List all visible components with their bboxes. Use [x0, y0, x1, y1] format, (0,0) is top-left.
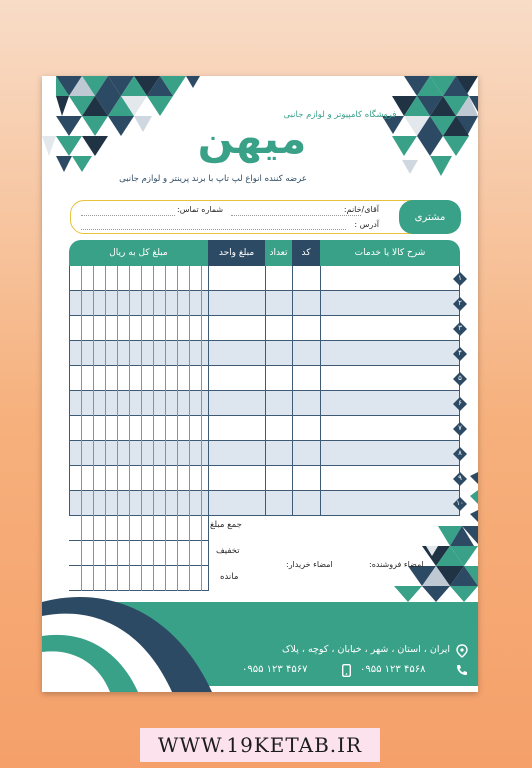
phone-handset-icon — [456, 664, 468, 676]
top-left-triangles — [42, 76, 200, 172]
row-number-marker — [453, 371, 467, 385]
amount-digit-divider — [81, 266, 82, 591]
top-right-triangles — [382, 76, 478, 176]
customer-name-label: آقای/خانم: — [343, 205, 379, 214]
buyer-signature-label: امضاء خریدار: — [286, 560, 333, 569]
address-dotted-line — [81, 229, 346, 230]
column-header-total: مبلغ کل به ریال — [69, 240, 208, 266]
row-number: ۹ — [458, 474, 462, 482]
customer-label-pill: مشتری — [399, 200, 461, 234]
column-header-description: شرح کالا یا خدمات — [320, 240, 460, 266]
column-divider — [69, 266, 70, 516]
brand-logo-text: میهن — [197, 114, 307, 163]
amount-digit-divider — [129, 266, 130, 591]
row-number-marker — [453, 296, 467, 310]
row-number-marker — [453, 346, 467, 360]
column-divider — [320, 266, 321, 516]
seller-signature-label: امضاء فروشنده: — [369, 560, 424, 569]
footer-address: ایران ، استان ، شهر ، خیابان ، کوچه ، پلاک — [282, 644, 450, 655]
amount-digit-divider — [117, 266, 118, 591]
remaining-label: مانده — [220, 572, 239, 582]
footer-wave-decoration — [42, 586, 242, 692]
sum-label: جمع مبلغ — [210, 520, 242, 530]
table-row — [69, 541, 208, 566]
website-watermark: WWW.19KETAB.IR — [140, 728, 380, 762]
customer-info-box — [70, 200, 460, 234]
row-number-marker — [453, 321, 467, 335]
table-row — [69, 516, 208, 541]
row-number-marker — [453, 446, 467, 460]
row-number-marker — [453, 396, 467, 410]
column-divider — [292, 266, 293, 516]
amount-digit-divider — [165, 266, 166, 591]
row-number: ۴ — [458, 349, 462, 357]
mobile-phone-icon — [342, 664, 351, 677]
store-subtitle: فروشگاه کامپیوتر و لوازم جانبی — [283, 110, 397, 120]
column-header-quantity: تعداد — [265, 240, 292, 266]
row-number: ۸ — [458, 449, 462, 457]
name-dotted-line — [231, 215, 361, 216]
right-side-triangles — [470, 472, 478, 522]
footer-phone-1: ۰۹۵۵ ۱۲۳ ۴۵۶۸ — [360, 664, 426, 675]
store-tagline: عرضه کننده انواع لپ تاپ با برند پرینتر و لوازم جانبی — [119, 174, 307, 184]
amount-digit-divider — [201, 266, 202, 591]
row-number-marker — [453, 471, 467, 485]
row-number: ۳ — [458, 324, 462, 332]
row-number: ۷ — [458, 424, 462, 432]
row-number: ۱۰ — [456, 499, 464, 507]
row-number: ۲ — [458, 299, 462, 307]
column-header-unit-price: مبلغ واحد — [208, 240, 265, 266]
amount-digit-divider — [153, 266, 154, 591]
column-header-code: کد — [292, 240, 320, 266]
row-number-marker — [453, 271, 467, 285]
phone-dotted-line — [81, 215, 175, 216]
footer-phone-2: ۰۹۵۵ ۱۲۳ ۴۵۶۷ — [242, 664, 308, 675]
amount-digit-divider — [177, 266, 178, 591]
customer-phone-label: شماره تماس: — [177, 205, 224, 214]
column-divider — [265, 266, 266, 516]
amount-digit-divider — [141, 266, 142, 591]
amount-digit-divider — [189, 266, 190, 591]
row-number: ۵ — [458, 374, 462, 382]
row-number: ۱ — [458, 274, 462, 282]
discount-label: تخفیف — [216, 546, 240, 556]
amount-digit-divider — [93, 266, 94, 591]
customer-address-label: آدرس : — [354, 220, 379, 229]
row-number: ۶ — [458, 399, 462, 407]
row-number-marker — [453, 496, 467, 510]
invoice-sheet — [42, 76, 478, 692]
row-number-marker — [453, 421, 467, 435]
amount-digit-divider — [105, 266, 106, 591]
column-divider — [208, 266, 209, 516]
totals-right-edge — [208, 516, 209, 591]
location-pin-icon — [456, 644, 468, 658]
